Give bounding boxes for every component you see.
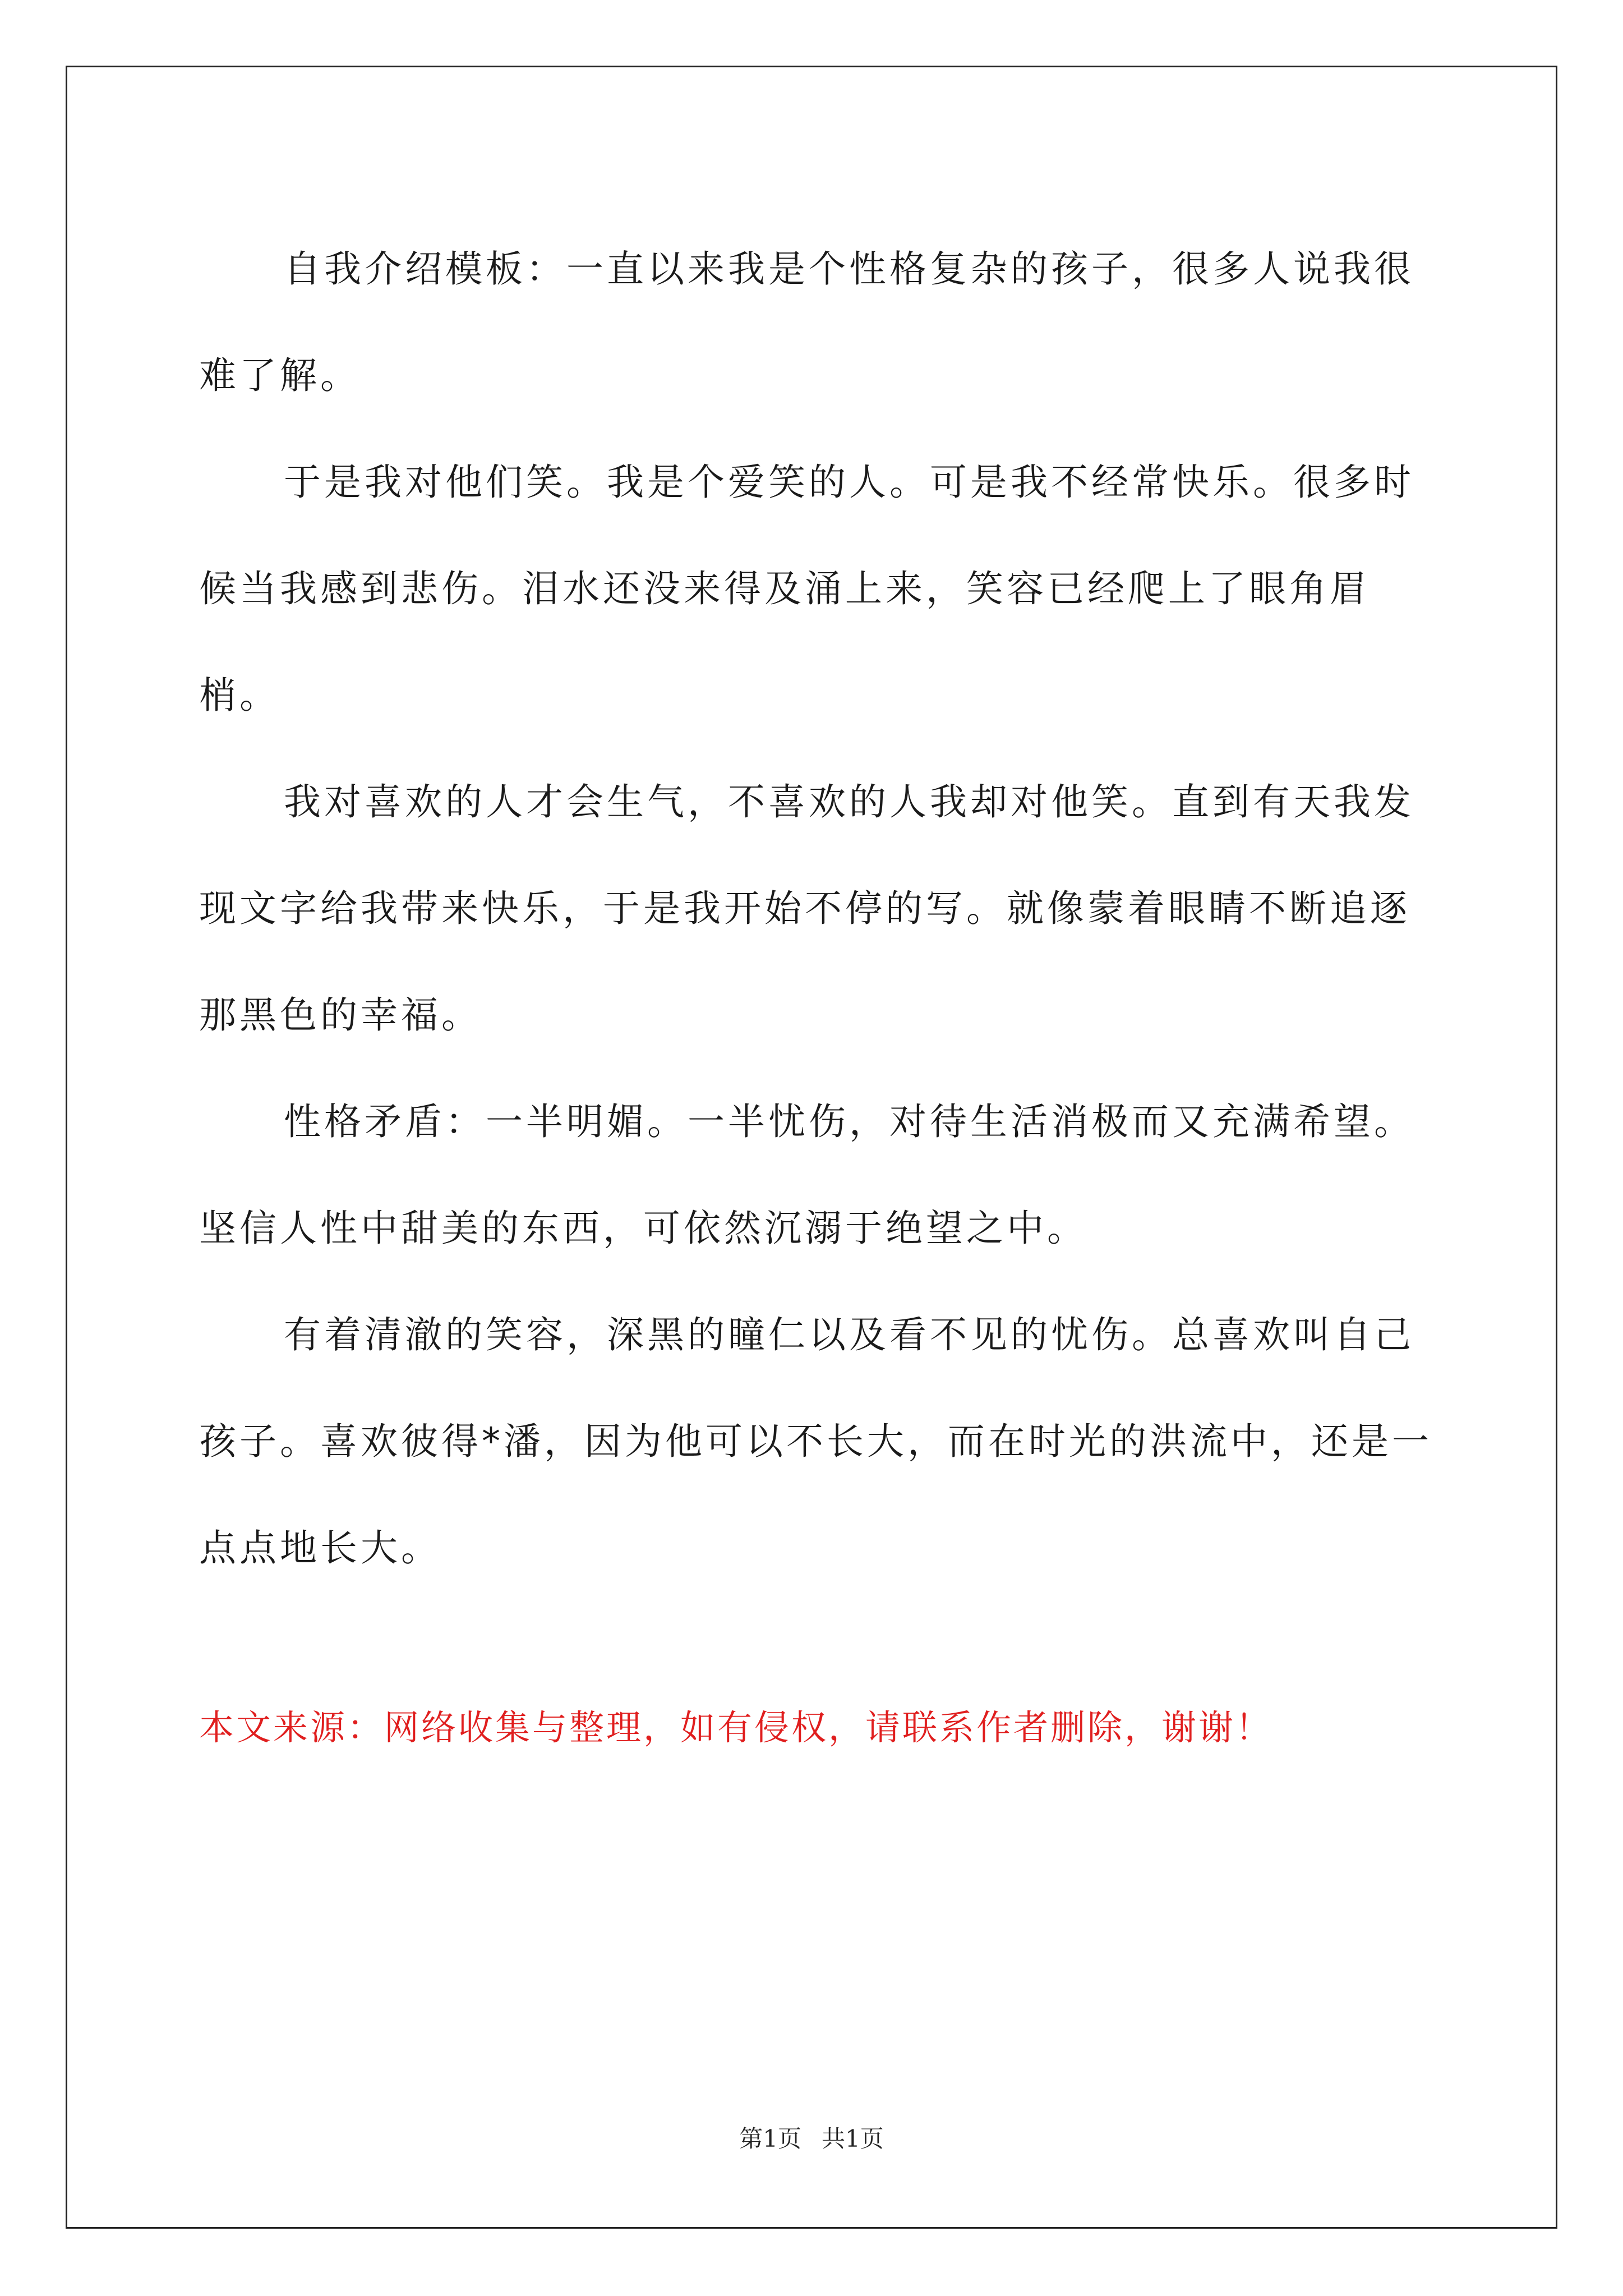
paragraph: 性格矛盾：一半明媚。一半忧伤，对待生活消极而又充满希望。坚信人性中甜美的东西，可依然沉溺于绝望之中。 <box>199 1100 1414 1250</box>
source-note: 本文来源：网络收集与整理，如有侵权，请联系作者删除，谢谢！ <box>199 1707 1273 1748</box>
paragraph: 我对喜欢的人才会生气，不喜欢的人我却对他笑。直到有天我发现文字给我带来快乐，于是我开始不停的写。就像蒙着眼睛不断追逐那黑色的幸福。 <box>199 780 1414 1037</box>
page-footer <box>0 2120 1623 2154</box>
paragraph: 有着清澈的笑容，深黑的瞳仁以及看不见的忧伤。总喜欢叫自己孩子。喜欢彼得*潘，因为他可以不长大，而在时光的洪流中，还是一点点地长大。 <box>199 1313 1432 1570</box>
paragraph: 自我介绍模板：一直以来我是个性格复杂的孩子，很多人说我很难了解。 <box>199 247 1414 397</box>
paragraph: 于是我对他们笑。我是个爱笑的人。可是我不经常快乐。很多时候当我感到悲伤。泪水还没来得及涌上来，笑容已经爬上了眼角眉梢。 <box>199 461 1414 717</box>
page-number: 第1页 <box>739 2125 801 2152</box>
page-total: 共1页 <box>822 2125 884 2152</box>
document-body <box>199 216 1433 1602</box>
